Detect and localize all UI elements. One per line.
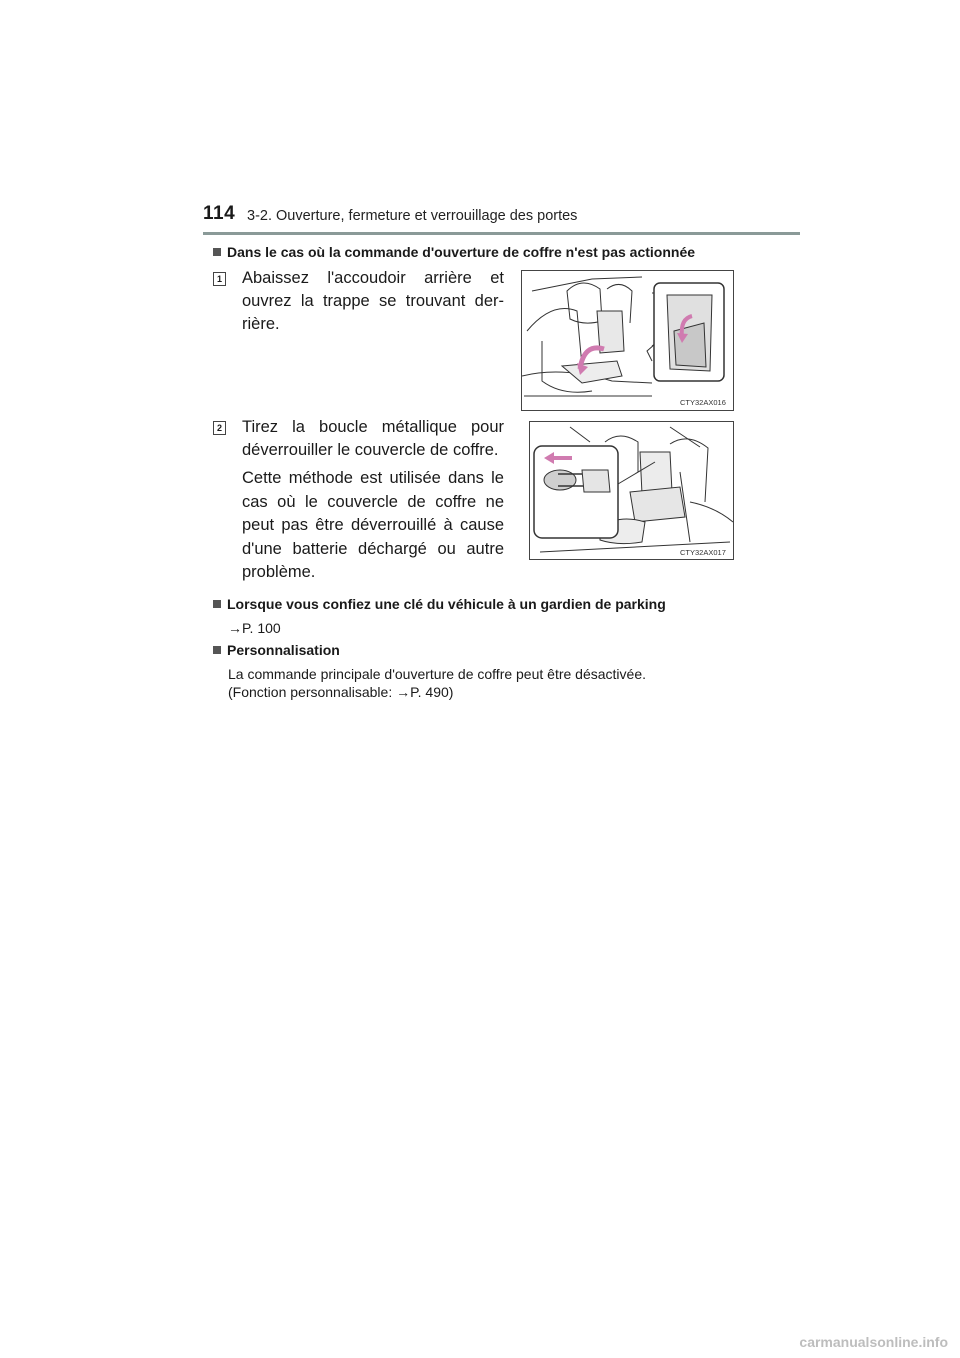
step-2-line: déverrouiller le couvercle de coffre. — [242, 441, 499, 459]
watermark: carmanualsonline.info — [799, 1334, 948, 1350]
figure-armrest-trapdoor — [521, 270, 734, 411]
section-heading-valet: Lorsque vous confiez une clé du véhicule à un gardien de parking — [213, 596, 666, 612]
chapter-title: 3-2. Ouverture, fermeture et verrouillage des portes — [247, 208, 578, 224]
armrest-illustration — [522, 271, 733, 410]
square-bullet-icon — [213, 646, 221, 654]
step-1-text — [242, 267, 504, 336]
step-2-line: Tirez la boucle métallique pour — [242, 418, 504, 436]
trunk-loop-illustration — [530, 422, 733, 559]
customization-text: La commande principale d'ouverture de coffre peut être désactivée. — [228, 666, 646, 682]
step-1-line: ouvrez la trappe se trouvant der- — [242, 292, 504, 310]
step-1-line: Abaissez l'accoudoir arrière et — [242, 269, 504, 287]
page-number: 114 — [203, 203, 236, 224]
page-reference-link[interactable]: →P. 100 — [228, 620, 281, 636]
header-rule — [203, 232, 800, 235]
step-2-text — [242, 416, 504, 462]
step-1-line: rière. — [242, 315, 280, 333]
customization-reference[interactable]: (Fonction personnalisable: →P. 490) — [228, 684, 454, 700]
step-2-note: Cette méthode est utilisée dans le cas où le couvercle de coffre ne peut pas être déverrouillé à cause d'une batterie déchargé ou autre problème. — [242, 469, 504, 581]
square-bullet-icon — [213, 248, 221, 256]
figure-metal-loop — [529, 421, 734, 560]
section-heading-customization: Personnalisation — [213, 642, 340, 658]
square-bullet-icon — [213, 600, 221, 608]
step-badge-1: 1 — [213, 272, 226, 286]
figure-code: CTY32AX016 — [680, 398, 726, 407]
step-badge-2: 2 — [213, 421, 226, 435]
section-heading-trunk-release: Dans le cas où la commande d'ouverture de coffre n'est pas actionnée — [213, 244, 695, 260]
figure-code: CTY32AX017 — [680, 548, 726, 557]
